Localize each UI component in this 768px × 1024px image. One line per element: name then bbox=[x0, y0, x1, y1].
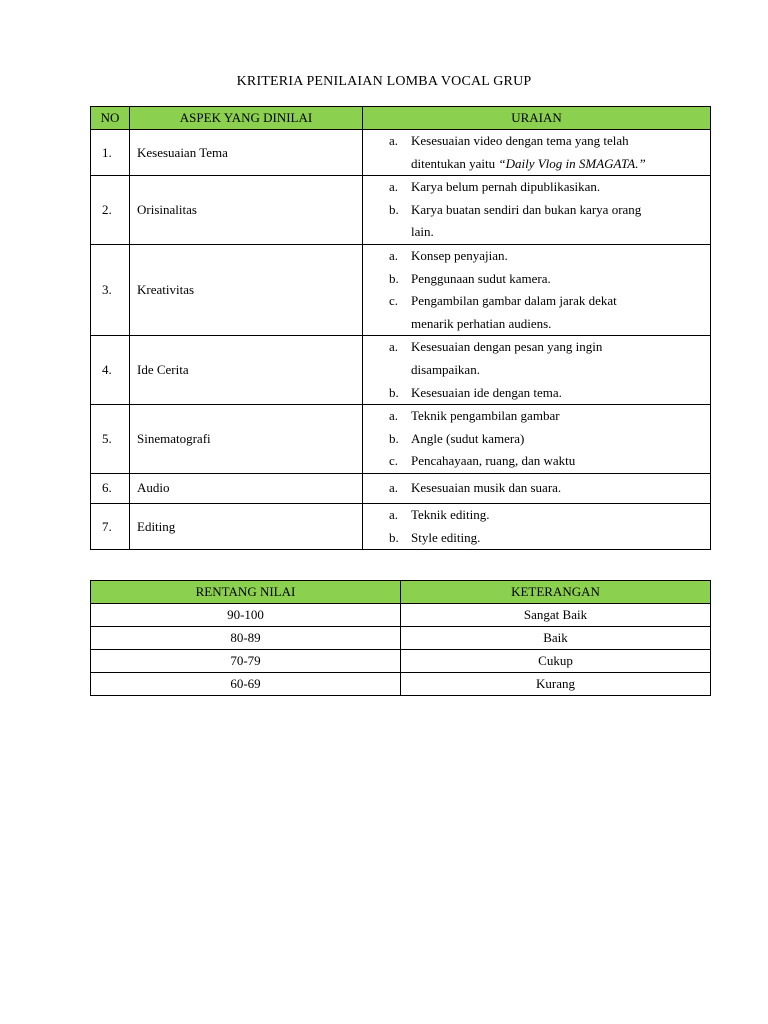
score-header-row bbox=[91, 581, 711, 604]
score-range: 70-79 bbox=[91, 650, 401, 673]
criteria-description bbox=[363, 503, 711, 549]
criteria-row bbox=[91, 405, 711, 474]
criteria-row bbox=[91, 176, 711, 245]
list-marker: b. bbox=[389, 430, 399, 446]
list-marker: a. bbox=[389, 179, 399, 195]
criteria-number: 7. bbox=[91, 503, 130, 549]
score-row bbox=[91, 650, 711, 673]
description-text: Teknik pengambilan gambar bbox=[411, 408, 560, 424]
description-text: Angle (sudut kamera) bbox=[411, 430, 525, 446]
list-marker: a. bbox=[389, 506, 399, 522]
column-header-note: KETERANGAN bbox=[401, 581, 711, 604]
description-text: Penggunaan sudut kamera. bbox=[411, 270, 551, 286]
score-range: 80-89 bbox=[91, 627, 401, 650]
list-marker: a. bbox=[389, 133, 399, 148]
description-text: lain. bbox=[411, 224, 434, 240]
description-text: Karya belum pernah dipublikasikan. bbox=[411, 179, 601, 195]
description-item bbox=[389, 382, 706, 405]
description-line bbox=[389, 504, 706, 527]
description-line bbox=[389, 313, 706, 336]
score-note: Baik bbox=[401, 627, 711, 650]
criteria-row bbox=[91, 336, 711, 405]
criteria-aspect: Orisinalitas bbox=[130, 176, 363, 245]
description-item bbox=[389, 268, 706, 291]
criteria-aspect: Ide Cerita bbox=[130, 336, 363, 405]
criteria-number: 5. bbox=[91, 405, 130, 474]
criteria-row bbox=[91, 473, 711, 503]
description-item bbox=[389, 176, 706, 199]
list-marker: b. bbox=[389, 529, 399, 545]
description-line bbox=[389, 176, 706, 199]
description-line bbox=[389, 336, 706, 359]
criteria-number: 6. bbox=[91, 473, 130, 503]
score-note: Cukup bbox=[401, 650, 711, 673]
score-row bbox=[91, 627, 711, 650]
description-text: menarik perhatian audiens. bbox=[411, 315, 552, 331]
criteria-row bbox=[91, 244, 711, 335]
description-text: Kesesuaian dengan pesan yang ingin bbox=[411, 339, 603, 355]
criteria-description bbox=[363, 405, 711, 474]
list-marker: a. bbox=[389, 339, 399, 355]
description-item bbox=[389, 336, 706, 381]
description-line bbox=[389, 199, 706, 222]
score-note: Kurang bbox=[401, 673, 711, 696]
criteria-row bbox=[91, 503, 711, 549]
criteria-row bbox=[91, 130, 711, 176]
description-text: Pengambilan gambar dalam jarak dekat bbox=[411, 293, 617, 309]
criteria-aspect: Kreativitas bbox=[130, 244, 363, 335]
description-text: Teknik editing. bbox=[411, 506, 490, 522]
description-item bbox=[389, 527, 706, 550]
description-item bbox=[389, 405, 706, 428]
description-line bbox=[389, 221, 706, 244]
criteria-description bbox=[363, 130, 711, 176]
description-text: disampaikan. bbox=[411, 361, 480, 377]
criteria-aspect: Sinematografi bbox=[130, 405, 363, 474]
description-line bbox=[389, 290, 706, 313]
criteria-aspect: Audio bbox=[130, 473, 363, 503]
column-header-no: NO bbox=[91, 107, 130, 130]
description-item bbox=[389, 450, 706, 473]
criteria-number: 1. bbox=[91, 130, 130, 176]
criteria-number: 4. bbox=[91, 336, 130, 405]
score-row bbox=[91, 604, 711, 627]
description-line bbox=[389, 477, 706, 500]
criteria-number: 2. bbox=[91, 176, 130, 245]
description-text: Karya buatan sendiri dan bukan karya orang bbox=[411, 201, 642, 217]
score-note: Sangat Baik bbox=[401, 604, 711, 627]
description-item bbox=[389, 245, 706, 268]
description-item bbox=[389, 130, 706, 175]
list-marker: a. bbox=[389, 480, 399, 496]
list-marker: c. bbox=[389, 453, 399, 469]
column-header-aspect: ASPEK YANG DINILAI bbox=[130, 107, 363, 130]
theme-quote: “Daily Vlog in SMAGATA.” bbox=[498, 155, 646, 171]
description-text: Kesesuaian ide dengan tema. bbox=[411, 384, 562, 400]
description-text: ditentukan yaitu bbox=[411, 155, 496, 171]
criteria-description bbox=[363, 176, 711, 245]
column-header-range: RENTANG NILAI bbox=[91, 581, 401, 604]
score-range: 60-69 bbox=[91, 673, 401, 696]
description-line bbox=[389, 359, 706, 382]
score-range: 90-100 bbox=[91, 604, 401, 627]
description-line bbox=[389, 153, 706, 176]
list-marker: c. bbox=[389, 293, 399, 309]
list-marker: b. bbox=[389, 384, 399, 400]
description-line bbox=[389, 268, 706, 291]
description-text: Kesesuaian video dengan tema yang telah bbox=[411, 133, 629, 148]
list-marker: b. bbox=[389, 201, 399, 217]
description-text: Kesesuaian musik dan suara. bbox=[411, 480, 562, 496]
column-header-description: URAIAN bbox=[363, 107, 711, 130]
description-line bbox=[389, 130, 706, 153]
criteria-description bbox=[363, 473, 711, 503]
criteria-table bbox=[90, 106, 711, 550]
score-row bbox=[91, 673, 711, 696]
description-line bbox=[389, 450, 706, 473]
list-marker: b. bbox=[389, 270, 399, 286]
description-item bbox=[389, 199, 706, 244]
criteria-description bbox=[363, 336, 711, 405]
description-line bbox=[389, 527, 706, 550]
description-item bbox=[389, 477, 706, 500]
description-text: Pencahayaan, ruang, dan waktu bbox=[411, 453, 576, 469]
list-marker: a. bbox=[389, 408, 399, 424]
description-item bbox=[389, 504, 706, 527]
description-line bbox=[389, 405, 706, 428]
description-text: Style editing. bbox=[411, 529, 481, 545]
description-item bbox=[389, 428, 706, 451]
criteria-description bbox=[363, 244, 711, 335]
score-range-table bbox=[90, 580, 711, 696]
description-line bbox=[389, 428, 706, 451]
criteria-aspect: Editing bbox=[130, 503, 363, 549]
criteria-header-row bbox=[91, 107, 711, 130]
description-item bbox=[389, 290, 706, 335]
criteria-aspect: Kesesuaian Tema bbox=[130, 130, 363, 176]
description-text: Konsep penyajian. bbox=[411, 247, 508, 263]
description-line bbox=[389, 382, 706, 405]
document-title: KRITERIA PENILAIAN LOMBA VOCAL GRUP bbox=[236, 74, 532, 89]
description-line bbox=[389, 245, 706, 268]
list-marker: a. bbox=[389, 247, 399, 263]
criteria-number: 3. bbox=[91, 244, 130, 335]
